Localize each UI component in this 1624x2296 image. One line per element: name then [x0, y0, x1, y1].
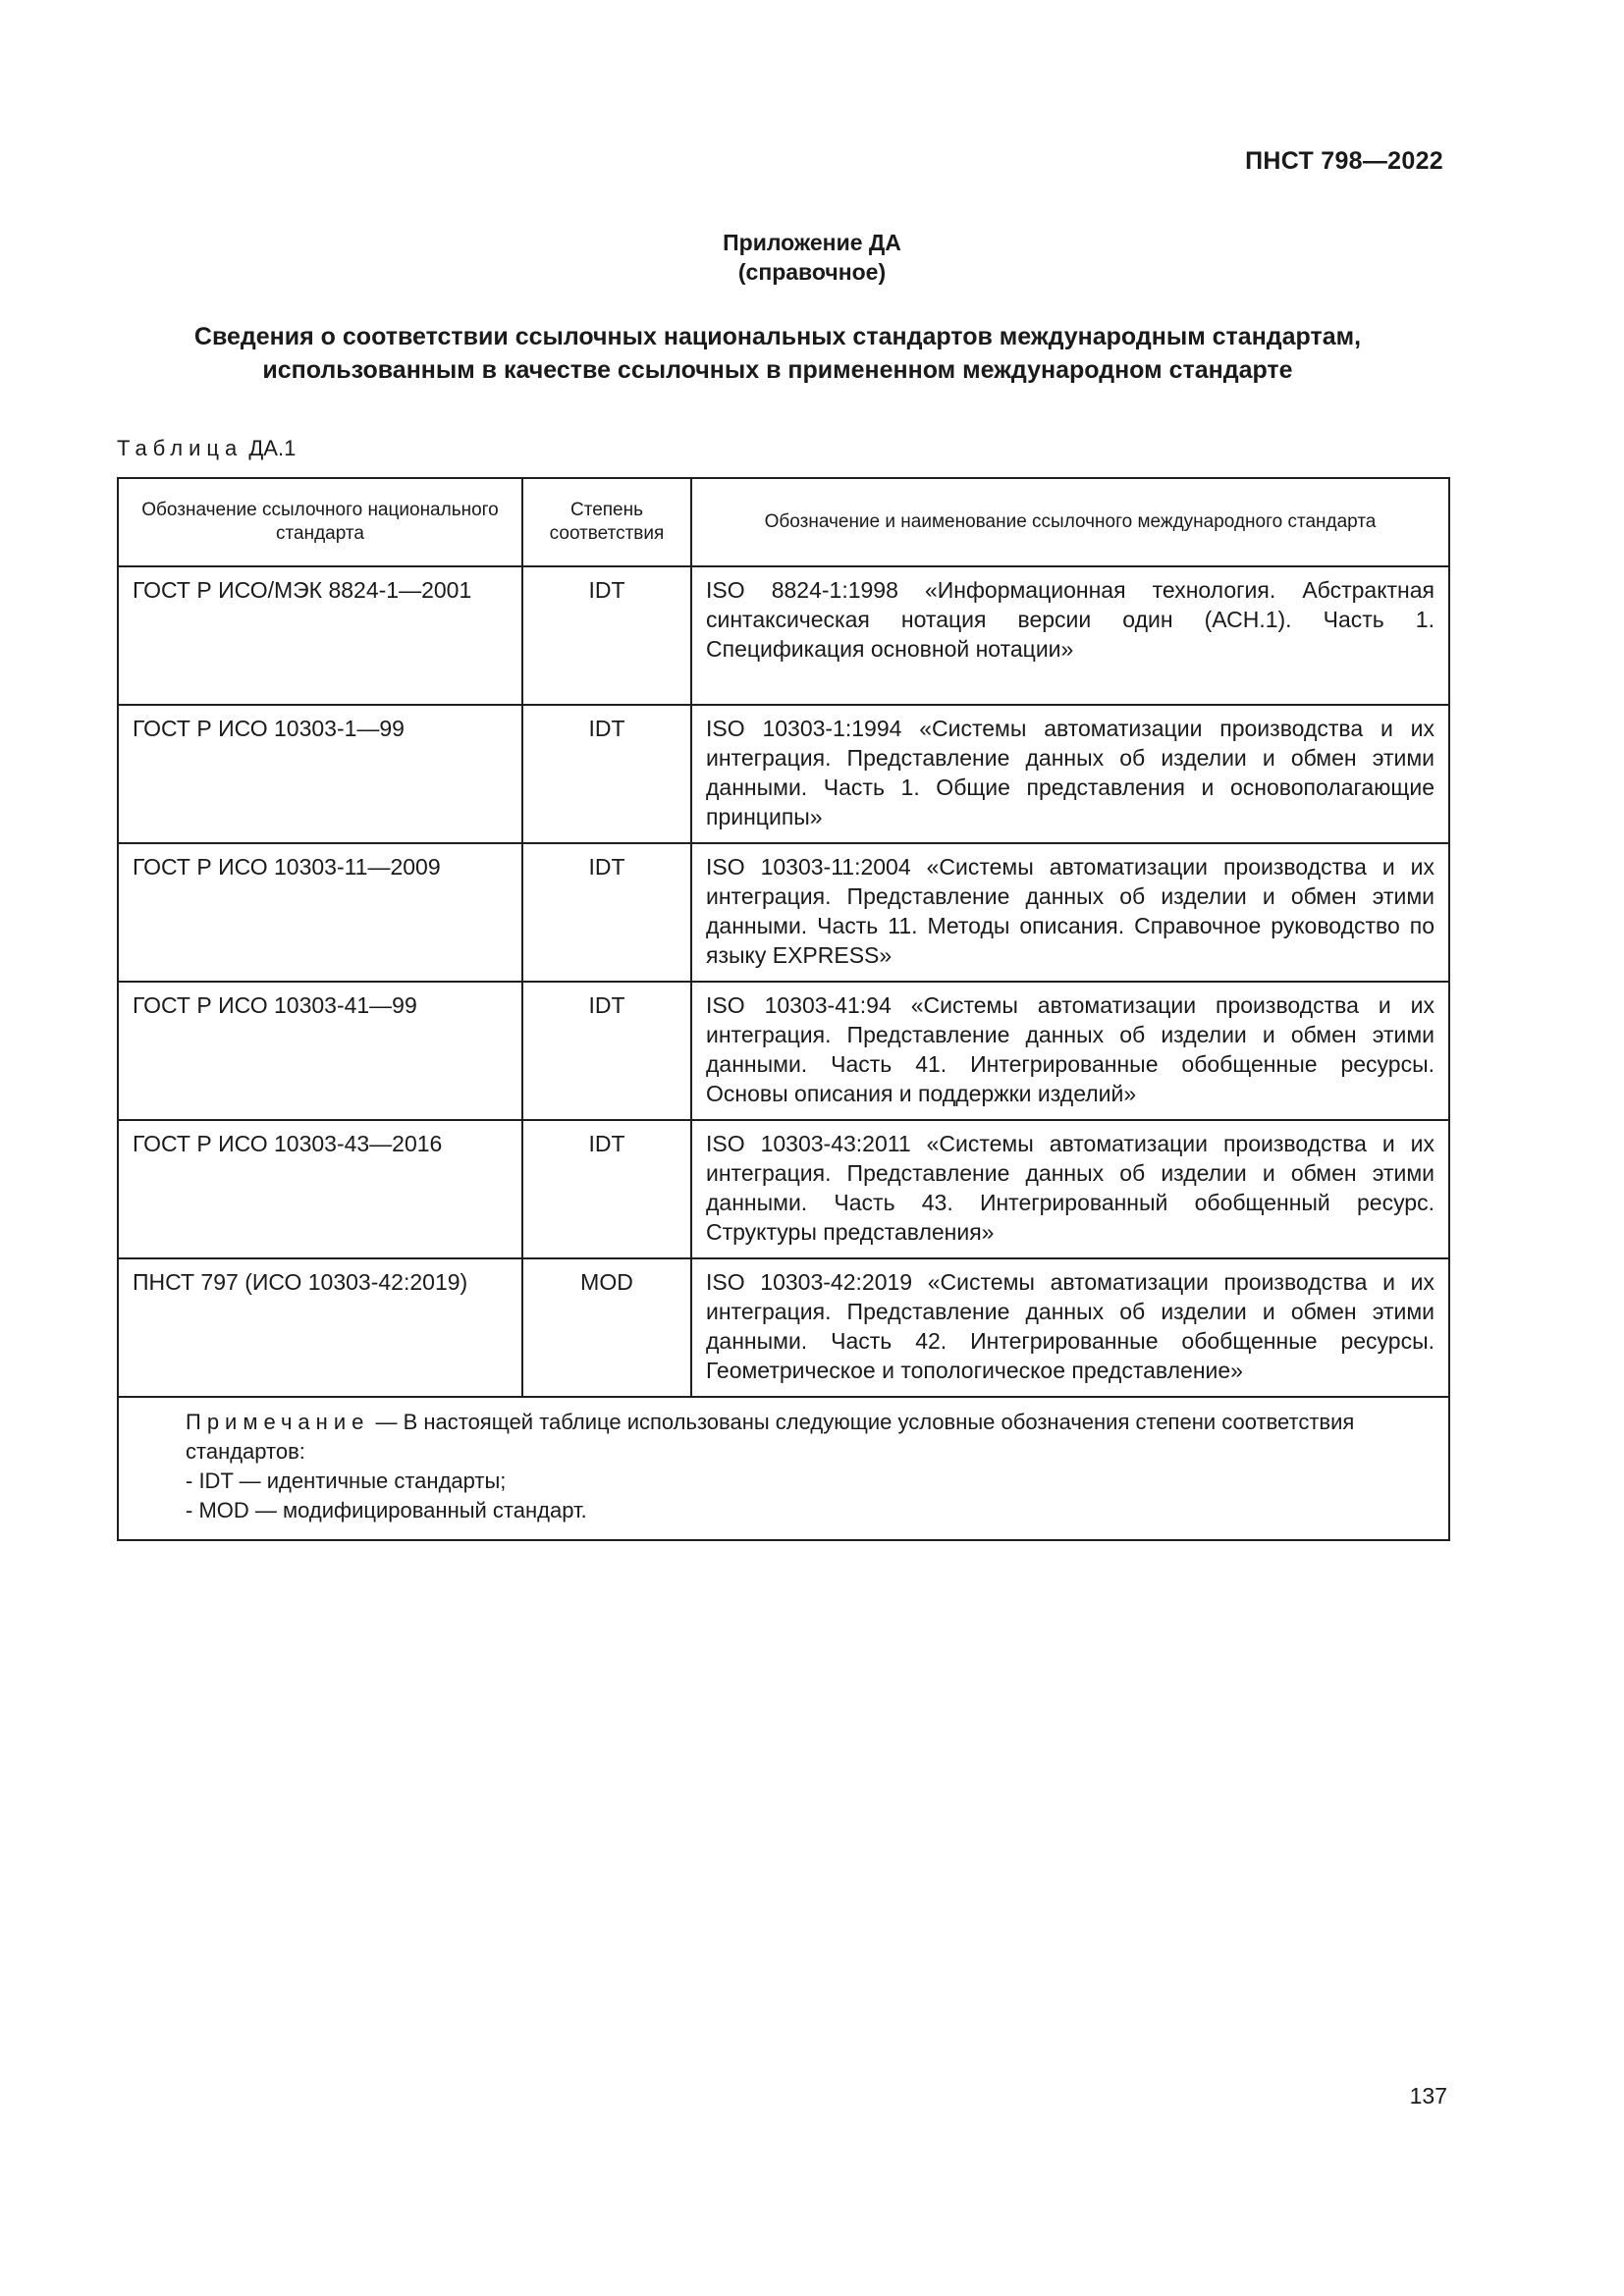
- degree-cell: IDT: [522, 1120, 691, 1258]
- table-caption: [117, 436, 296, 461]
- note-item-idt: - IDT — идентичные стандарты;: [186, 1468, 507, 1493]
- international-standard-cell: ISO 10303-1:1994 «Системы автоматизации производства и их интеграция. Представление данных об изделии и обмен этими данными. Часть 1. Общие представления и основополагающие принципы»: [691, 705, 1449, 843]
- national-standard-cell: ГОСТ Р ИСО 10303-43—2016: [118, 1120, 522, 1258]
- degree-cell: IDT: [522, 843, 691, 982]
- table-row: [118, 1258, 1449, 1397]
- international-standard-cell: ISO 10303-43:2011 «Системы автоматизации производства и их интеграция. Представление данных об изделии и обмен этими данными. Часть 43. Интегрированный обобщенный ресурс. Структуры представления»: [691, 1120, 1449, 1258]
- appendix-heading: [0, 228, 1624, 287]
- standards-table: [117, 477, 1450, 1541]
- section-heading: [108, 320, 1447, 387]
- table-caption-word: Таблица: [117, 436, 244, 460]
- appendix-title: Приложение ДА: [723, 230, 901, 255]
- table-row: [118, 1120, 1449, 1258]
- table-header-row: [118, 478, 1449, 566]
- page-number: 137: [1409, 2083, 1447, 2109]
- international-standard-cell: ISO 8824-1:1998 «Информационная технология. Абстрактная синтаксическая нотация версии один (АСН.1). Часть 1. Спецификация основной нотации»: [691, 566, 1449, 705]
- note-paragraph: [133, 1408, 1435, 1467]
- table-note: [118, 1397, 1449, 1540]
- table-caption-number: ДА.1: [248, 436, 297, 460]
- national-standard-cell: ПНСТ 797 (ИСО 10303-42:2019): [118, 1258, 522, 1397]
- table-row: [118, 566, 1449, 705]
- international-standard-cell: ISO 10303-41:94 «Системы автоматизации производства и их интеграция. Представление данных об изделии и обмен этими данными. Часть 41. Интегрированные обобщенные ресурсы. Основы описания и поддержки изделий»: [691, 982, 1449, 1120]
- national-standard-cell: ГОСТ Р ИСО/МЭК 8824-1—2001: [118, 566, 522, 705]
- national-standard-cell: ГОСТ Р ИСО 10303-11—2009: [118, 843, 522, 982]
- table-row: [118, 705, 1449, 843]
- international-standard-cell: ISO 10303-42:2019 «Системы автоматизации производства и их интеграция. Представление данных об изделии и обмен этими данными. Часть 42. Интегрированные обобщенные ресурсы. Геометрическое и топологическое представление»: [691, 1258, 1449, 1397]
- table-note-row: [118, 1397, 1449, 1540]
- document-code: ПНСТ 798—2022: [1245, 147, 1443, 175]
- note-item-mod: - MOD — модифицированный стандарт.: [186, 1498, 587, 1522]
- note-label: Примечание: [186, 1410, 370, 1434]
- column-header-international: Обозначение и наименование ссылочного международного стандарта: [691, 478, 1449, 566]
- degree-cell: IDT: [522, 566, 691, 705]
- column-header-degree: Степень соответствия: [522, 478, 691, 566]
- table-row: [118, 982, 1449, 1120]
- appendix-subtitle: (справочное): [737, 259, 887, 285]
- degree-cell: IDT: [522, 982, 691, 1120]
- international-standard-cell: ISO 10303-11:2004 «Системы автоматизации производства и их интеграция. Представление данных об изделии и обмен этими данными. Часть 11. Методы описания. Справочное руководство по языку EXPRESS»: [691, 843, 1449, 982]
- note-text: — В настоящей таблице использованы следующие условные обозначения степени соответствия стандартов:: [186, 1410, 1355, 1464]
- table-row: [118, 843, 1449, 982]
- section-heading-line-1: Сведения о соответствии ссылочных национальных стандартов международным стандартам,: [193, 323, 1362, 350]
- degree-cell: IDT: [522, 705, 691, 843]
- column-header-national: Обозначение ссылочного национального стандарта: [118, 478, 522, 566]
- degree-cell: MOD: [522, 1258, 691, 1397]
- national-standard-cell: ГОСТ Р ИСО 10303-1—99: [118, 705, 522, 843]
- section-heading-line-2: использованным в качестве ссылочных в примененном международном стандарте: [262, 356, 1293, 384]
- national-standard-cell: ГОСТ Р ИСО 10303-41—99: [118, 982, 522, 1120]
